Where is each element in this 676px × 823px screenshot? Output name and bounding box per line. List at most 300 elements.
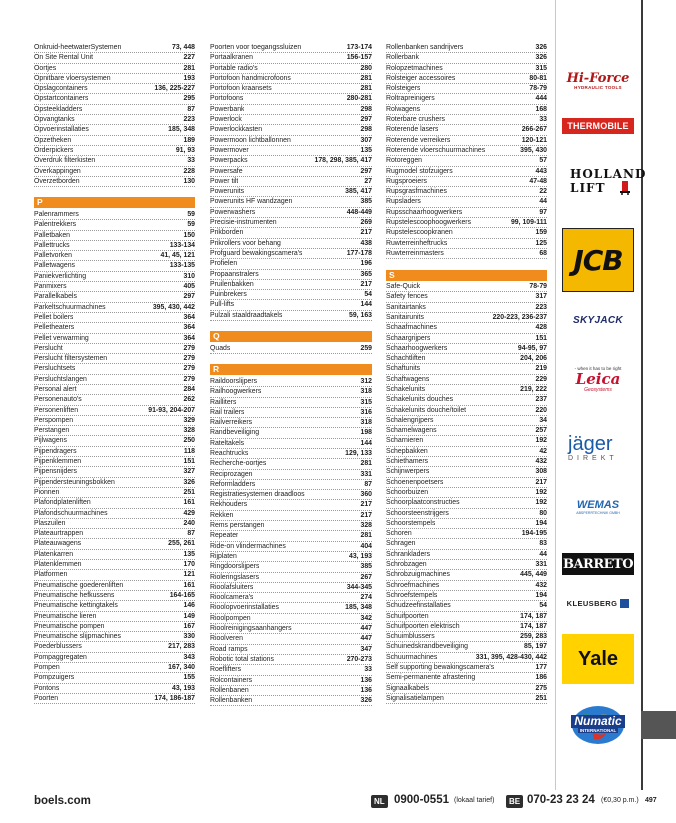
- website-link[interactable]: boels.com: [34, 795, 91, 807]
- index-entry: [210, 125, 372, 135]
- section-letter-q: Q: [210, 331, 372, 342]
- index-entry: [386, 239, 547, 249]
- entry-term: Pompzuigers: [34, 674, 75, 682]
- index-entry: [34, 334, 195, 344]
- index-entry: [386, 632, 547, 642]
- entry-pages: 295: [183, 95, 195, 103]
- index-entry: [386, 334, 547, 344]
- entry-term: Powerlock: [210, 116, 242, 124]
- entry-pages: 78-79: [529, 85, 547, 93]
- jager-logo: jäger DIREKT: [568, 432, 618, 462]
- entry-pages: 274: [360, 594, 372, 602]
- index-entry: [34, 210, 195, 220]
- entry-term: Rollenbanen: [210, 686, 249, 694]
- entry-pages: 194: [535, 519, 547, 527]
- index-entry: [210, 187, 372, 197]
- index-entry: [210, 177, 372, 187]
- entry-pages: 164-165: [169, 591, 195, 599]
- entry-pages: 80: [539, 509, 547, 517]
- index-entry: [210, 64, 372, 74]
- index-entry: [34, 364, 195, 374]
- entry-pages: 266-267: [521, 126, 547, 134]
- index-column-1: [34, 43, 195, 704]
- entry-term: Raildoorslijpers: [210, 377, 258, 385]
- entry-pages: 34: [539, 416, 547, 424]
- index-entry: [210, 259, 372, 269]
- entry-pages: 269: [360, 219, 372, 227]
- index-entry: [386, 313, 547, 323]
- entry-term: Rekken: [210, 511, 234, 519]
- entry-term: Rolopzetmachines: [386, 64, 443, 72]
- entry-term: Pijlwagens: [34, 437, 67, 445]
- entry-term: Schuifpoorten: [386, 612, 429, 620]
- entry-term: Profguard bewakingscamera's: [210, 249, 303, 257]
- be-badge: BE: [506, 795, 523, 808]
- entry-pages: 217: [360, 511, 372, 519]
- section-gap: [34, 187, 195, 197]
- entry-term: Signalisatielampen: [386, 694, 444, 702]
- index-entry: [386, 612, 547, 622]
- entry-pages: 97: [539, 208, 547, 216]
- entry-pages: 194-195: [521, 530, 547, 538]
- nl-note: (lokaal tarief): [454, 797, 495, 804]
- index-entry: [34, 64, 195, 74]
- index-entry: [210, 531, 372, 541]
- index-entry: [34, 292, 195, 302]
- index-entry: [34, 344, 195, 354]
- entry-term: Self supporting bewakingscamera's: [386, 664, 495, 672]
- entry-pages: 59: [187, 221, 195, 229]
- entry-term: On Site Rental Unit: [34, 54, 93, 62]
- entry-term: Rollerbank: [386, 54, 419, 62]
- entry-pages: 297: [360, 116, 372, 124]
- entry-term: Schoorplaatconstructies: [386, 499, 460, 507]
- index-entry: [386, 457, 547, 467]
- index-entry: [386, 375, 547, 385]
- index-entry: [386, 177, 547, 187]
- entry-term: Rupstelescoopkranen: [386, 229, 453, 237]
- entry-pages: 87: [187, 105, 195, 113]
- entry-pages: 298: [360, 126, 372, 134]
- entry-term: Reachtrucks: [210, 449, 249, 457]
- index-entry: [386, 146, 547, 156]
- entry-term: Rugmodel stofzuigers: [386, 167, 453, 175]
- entry-term: Rolcontainers: [210, 676, 253, 684]
- entry-pages: 229: [535, 375, 547, 383]
- entry-pages: 193: [183, 74, 195, 82]
- entry-pages: 217: [360, 501, 372, 509]
- index-entry: [34, 416, 195, 426]
- entry-pages: 342: [360, 614, 372, 622]
- entry-term: Rupsschaarhoogwerkers: [386, 208, 463, 216]
- index-entry: [34, 303, 195, 313]
- index-entry: [34, 436, 195, 446]
- entry-term: Powerunits: [210, 188, 245, 196]
- entry-pages: 87: [364, 480, 372, 488]
- entry-term: Perstangen: [34, 427, 70, 435]
- entry-term: Palletwagens: [34, 262, 75, 270]
- entry-term: Sanitairunits: [386, 313, 424, 321]
- index-entry: [34, 509, 195, 519]
- entry-term: Power tilt: [210, 177, 239, 185]
- index-entry: [386, 74, 547, 84]
- index-entry: [386, 187, 547, 197]
- entry-pages: 250: [183, 437, 195, 445]
- entry-term: Rems perstangen: [210, 522, 265, 530]
- index-entry: [34, 457, 195, 467]
- entry-pages: 192: [535, 499, 547, 507]
- nl-phone[interactable]: 0900-0551: [394, 794, 449, 806]
- index-entry: [34, 43, 195, 53]
- entry-term: Opnitbare vloersystemen: [34, 74, 111, 82]
- entry-term: Rioolveren: [210, 635, 243, 643]
- entry-pages: 22: [539, 188, 547, 196]
- entry-term: Perspompen: [34, 416, 74, 424]
- entry-term: Ringdoorslijpers: [210, 563, 260, 571]
- entry-term: Opsteekladders: [34, 105, 83, 113]
- entry-pages: 94-95, 97: [517, 344, 547, 352]
- entry-term: Semi-permanente afrastering: [386, 674, 476, 682]
- entry-pages: 327: [183, 468, 195, 476]
- index-entry: [386, 478, 547, 488]
- entry-pages: 135: [360, 146, 372, 154]
- entry-term: Powermoon lichtballonnen: [210, 136, 291, 144]
- index-entry: [34, 156, 195, 166]
- entry-term: Schepbakken: [386, 447, 428, 455]
- entry-term: Rupsladers: [386, 198, 421, 206]
- index-entry: [210, 665, 372, 675]
- entry-term: Powersafe: [210, 167, 243, 175]
- entry-pages: 78-79: [529, 283, 547, 291]
- entry-pages: 80-81: [529, 74, 547, 82]
- entry-pages: 41, 45, 121: [160, 252, 195, 260]
- entry-pages: 129, 133: [345, 449, 372, 457]
- index-entry: [386, 447, 547, 457]
- index-entry: [386, 694, 547, 704]
- entry-term: Scharnieren: [386, 437, 424, 445]
- entry-pages: 136, 225-227: [154, 85, 195, 93]
- index-entry: [210, 239, 372, 249]
- entry-term: Paniekverlichting: [34, 272, 87, 280]
- entry-pages: 161: [183, 499, 195, 507]
- entry-term: Poorten voor toegangssluizen: [210, 44, 302, 51]
- entry-pages: 161: [183, 581, 195, 589]
- entry-pages: 59, 163: [349, 311, 372, 319]
- index-entry: [386, 344, 547, 354]
- entry-pages: 240: [183, 519, 195, 527]
- entry-pages: 47-48: [529, 177, 547, 185]
- entry-pages: 331, 395, 428-430, 442: [475, 653, 547, 661]
- entry-pages: 432: [535, 458, 547, 466]
- entry-pages: 438: [360, 239, 372, 247]
- kleusberg-logo: KLEUSBERG: [562, 596, 634, 610]
- entry-pages: 429: [183, 509, 195, 517]
- entry-pages: 133-135: [169, 262, 195, 270]
- index-entry: [210, 218, 372, 228]
- entry-pages: 185, 348: [168, 126, 195, 134]
- index-entry: [386, 228, 547, 238]
- entry-pages: 297: [360, 167, 372, 175]
- entry-pages: 280: [360, 64, 372, 72]
- index-entry: [386, 581, 547, 591]
- index-entry: [386, 519, 547, 529]
- entry-term: Pijpendragers: [34, 447, 77, 455]
- entry-term: Precisie-instrumenten: [210, 219, 277, 227]
- entry-term: Randbeveiliging: [210, 429, 260, 437]
- entry-pages: 217: [360, 280, 372, 288]
- entry-term: Rupsgrasfmachines: [386, 188, 447, 196]
- entry-pages: 365: [360, 270, 372, 278]
- index-entry: [34, 539, 195, 549]
- entry-term: Schaarhoogwerkers: [386, 344, 448, 352]
- index-entry: [34, 385, 195, 395]
- entry-term: Rijplaten: [210, 552, 237, 560]
- entry-pages: 149: [183, 612, 195, 620]
- entry-pages: 281: [183, 64, 195, 72]
- section-gap: [386, 259, 547, 269]
- leica-logo: - when it has to be right Leica Geosystems: [574, 365, 622, 393]
- entry-pages: 395, 430, 442: [152, 303, 195, 311]
- entry-term: Roterende verreikers: [386, 136, 451, 144]
- entry-pages: 428: [535, 324, 547, 332]
- entry-term: Opslagcontainers: [34, 85, 88, 93]
- index-entry: [34, 220, 195, 230]
- index-entry: [210, 136, 372, 146]
- index-entry: [386, 416, 547, 426]
- entry-pages: 33: [187, 157, 195, 165]
- entry-term: Schakelunits: [386, 386, 426, 393]
- entry-term: Pompen: [34, 664, 60, 672]
- entry-pages: 347: [360, 645, 372, 653]
- index-entry: [210, 634, 372, 644]
- entry-pages: 59: [187, 210, 195, 218]
- entry-pages: 173-174: [346, 44, 372, 51]
- entry-pages: 298: [360, 105, 372, 113]
- index-entry: [386, 642, 547, 652]
- index-entry: [386, 364, 547, 374]
- index-entry: [210, 645, 372, 655]
- entry-pages: 251: [183, 488, 195, 496]
- entry-term: Schachtliften: [386, 355, 426, 363]
- index-entry: [34, 467, 195, 477]
- index-column-3: [386, 43, 547, 704]
- index-entry: [210, 521, 372, 531]
- entry-term: Schoenenpoetsers: [386, 478, 444, 486]
- index-entry: [210, 270, 372, 280]
- entry-pages: 136: [360, 686, 372, 694]
- entry-pages: 280-281: [346, 95, 372, 103]
- entry-pages: 307: [360, 136, 372, 144]
- entry-pages: 281: [360, 532, 372, 540]
- entry-term: Portofoon handmicrofoons: [210, 74, 291, 82]
- page-number: 497: [645, 797, 657, 804]
- entry-pages: 146: [183, 602, 195, 610]
- entry-term: Propaanstralers: [210, 270, 259, 278]
- entry-term: Portaalkranen: [210, 54, 253, 62]
- entry-pages: 237: [535, 396, 547, 404]
- index-entry: [386, 426, 547, 436]
- entry-term: Schaargrijpers: [386, 334, 431, 342]
- entry-term: Pneumatische hefkussens: [34, 591, 115, 599]
- entry-term: Poorten: [34, 694, 59, 702]
- entry-term: Ruwterreinmasters: [386, 249, 444, 257]
- index-entry: [34, 74, 195, 84]
- index-entry: [34, 632, 195, 642]
- entry-term: Personenauto's: [34, 396, 82, 404]
- entry-pages: 281: [360, 460, 372, 468]
- entry-pages: 168: [535, 105, 547, 113]
- index-entry: [210, 583, 372, 593]
- entry-term: Platenkarren: [34, 550, 74, 558]
- entry-term: Persluchtslangen: [34, 375, 87, 383]
- entry-pages: 220-223, 236-237: [492, 313, 547, 321]
- entry-pages: 219: [535, 365, 547, 373]
- entry-term: Plafondplatenliften: [34, 499, 91, 507]
- entry-pages: 385: [360, 198, 372, 206]
- index-entry: [386, 653, 547, 663]
- entry-pages: 33: [539, 116, 547, 124]
- entry-pages: 170: [183, 561, 195, 569]
- entry-pages: 167, 340: [168, 664, 195, 672]
- index-entry: [210, 428, 372, 438]
- index-entry: [386, 84, 547, 94]
- entry-term: Rupstelescoophoogwerkers: [386, 219, 472, 227]
- index-entry: [34, 581, 195, 591]
- entry-pages: 279: [183, 355, 195, 363]
- entry-pages: 329: [183, 416, 195, 424]
- entry-term: Rateltakels: [210, 439, 245, 447]
- numatic-logo: Numatic INTERNATIONAL: [562, 703, 634, 745]
- entry-pages: 445, 449: [520, 571, 547, 579]
- index-entry: [210, 439, 372, 449]
- index-entry: [386, 249, 547, 259]
- entry-term: Schuifpoorten elektrisch: [386, 622, 460, 630]
- entry-term: Schragen: [386, 540, 416, 548]
- index-entry: [386, 323, 547, 333]
- index-entry: [34, 478, 195, 488]
- entry-pages: 344-345: [346, 583, 372, 591]
- index-entry: [34, 622, 195, 632]
- entry-pages: 42: [539, 447, 547, 455]
- entry-term: Railliters: [210, 398, 237, 406]
- entry-pages: 133-134: [169, 241, 195, 249]
- entry-term: Registratiesystemen draadloos: [210, 491, 305, 499]
- entry-pages: 118: [183, 447, 195, 455]
- entry-term: Schuimblussers: [386, 633, 435, 641]
- entry-term: Profielen: [210, 260, 238, 268]
- entry-term: Schoorsteenstrijgers: [386, 509, 449, 517]
- entry-term: Robotic total stations: [210, 655, 274, 663]
- entry-term: Reformladders: [210, 480, 256, 488]
- entry-term: Plateauwagens: [34, 540, 82, 548]
- index-entry: [34, 447, 195, 457]
- entry-pages: 167: [183, 622, 195, 630]
- index-entry: [210, 249, 372, 259]
- index-entry: [210, 228, 372, 238]
- thermobile-logo: THERMOBILE: [562, 118, 634, 134]
- entry-pages: 328: [183, 427, 195, 435]
- entry-term: Poederblussers: [34, 643, 82, 651]
- entry-pages: 43, 193: [349, 552, 372, 560]
- entry-term: Pompaggregaten: [34, 653, 87, 661]
- entry-pages: 251: [535, 694, 547, 702]
- entry-pages: 151: [183, 458, 195, 466]
- index-entry: [34, 663, 195, 673]
- be-phone[interactable]: 070-23 23 24: [527, 794, 595, 806]
- entry-term: Powerwashers: [210, 208, 256, 216]
- entry-term: Schuurmachines: [386, 653, 438, 661]
- entry-pages: 217: [360, 229, 372, 237]
- entry-term: Schaafmachines: [386, 324, 437, 332]
- entry-term: Persluchtsets: [34, 365, 76, 373]
- index-entry: [210, 418, 372, 428]
- entry-term: Rioolreinigingsaanhangers: [210, 625, 292, 633]
- index-entry: [210, 676, 372, 686]
- index-entry: [386, 105, 547, 115]
- entry-pages: 223: [183, 116, 195, 124]
- entry-term: Recherche-oortjes: [210, 460, 267, 468]
- index-entry: [34, 612, 195, 622]
- entry-pages: 192: [535, 488, 547, 496]
- index-entry: [210, 542, 372, 552]
- entry-pages: 135: [183, 550, 195, 558]
- entry-pages: 136: [360, 676, 372, 684]
- entry-term: Parkeltschuurmachines: [34, 303, 106, 311]
- entry-pages: 186: [535, 674, 547, 682]
- entry-term: Pneumatische kettingtakels: [34, 602, 118, 610]
- entry-term: Palletvorken: [34, 252, 72, 260]
- entry-pages: 194: [535, 591, 547, 599]
- entry-term: Roeflifters: [210, 666, 242, 674]
- jcb-logo: JCB: [562, 228, 634, 292]
- entry-term: Pruilenbakken: [210, 280, 254, 288]
- entry-pages: 217, 283: [168, 643, 195, 651]
- entry-pages: 219, 222: [520, 386, 547, 393]
- index-entry: [210, 449, 372, 459]
- entry-pages: 326: [360, 697, 372, 705]
- entry-term: Orderpickers: [34, 146, 74, 154]
- section-letter-p: P: [34, 197, 195, 208]
- wemas-logo: WEMAS ABSPERRTECHNIK GMBH: [576, 499, 620, 515]
- index-entry: [210, 686, 372, 696]
- index-entry: [34, 395, 195, 405]
- index-entry: [34, 529, 195, 539]
- index-entry: [34, 136, 195, 146]
- entry-term: Panmixers: [34, 283, 67, 291]
- index-entry: [386, 218, 547, 228]
- entry-pages: 310: [183, 272, 195, 280]
- index-entry: [210, 344, 372, 354]
- entry-pages: 121: [183, 571, 195, 579]
- index-entry: [34, 570, 195, 580]
- entry-term: Rioleringslasers: [210, 573, 260, 581]
- index-entry: [386, 529, 547, 539]
- entry-term: Pontons: [34, 684, 60, 692]
- index-entry: [34, 272, 195, 282]
- entry-term: Plafondschuurmachines: [34, 509, 108, 517]
- page-tab-marker: [641, 711, 676, 739]
- section-letter-s: S: [386, 270, 547, 281]
- index-entry: [34, 167, 195, 177]
- index-entry: [386, 550, 547, 560]
- entry-pages: 99, 109-111: [510, 219, 547, 227]
- entry-pages: 192: [535, 437, 547, 445]
- entry-term: Parallelkabels: [34, 293, 77, 301]
- entry-term: Onkruid-heetwaterSystemen: [34, 44, 122, 51]
- entry-pages: 159: [535, 229, 547, 237]
- index-entry: [210, 146, 372, 156]
- index-entry: [210, 603, 372, 613]
